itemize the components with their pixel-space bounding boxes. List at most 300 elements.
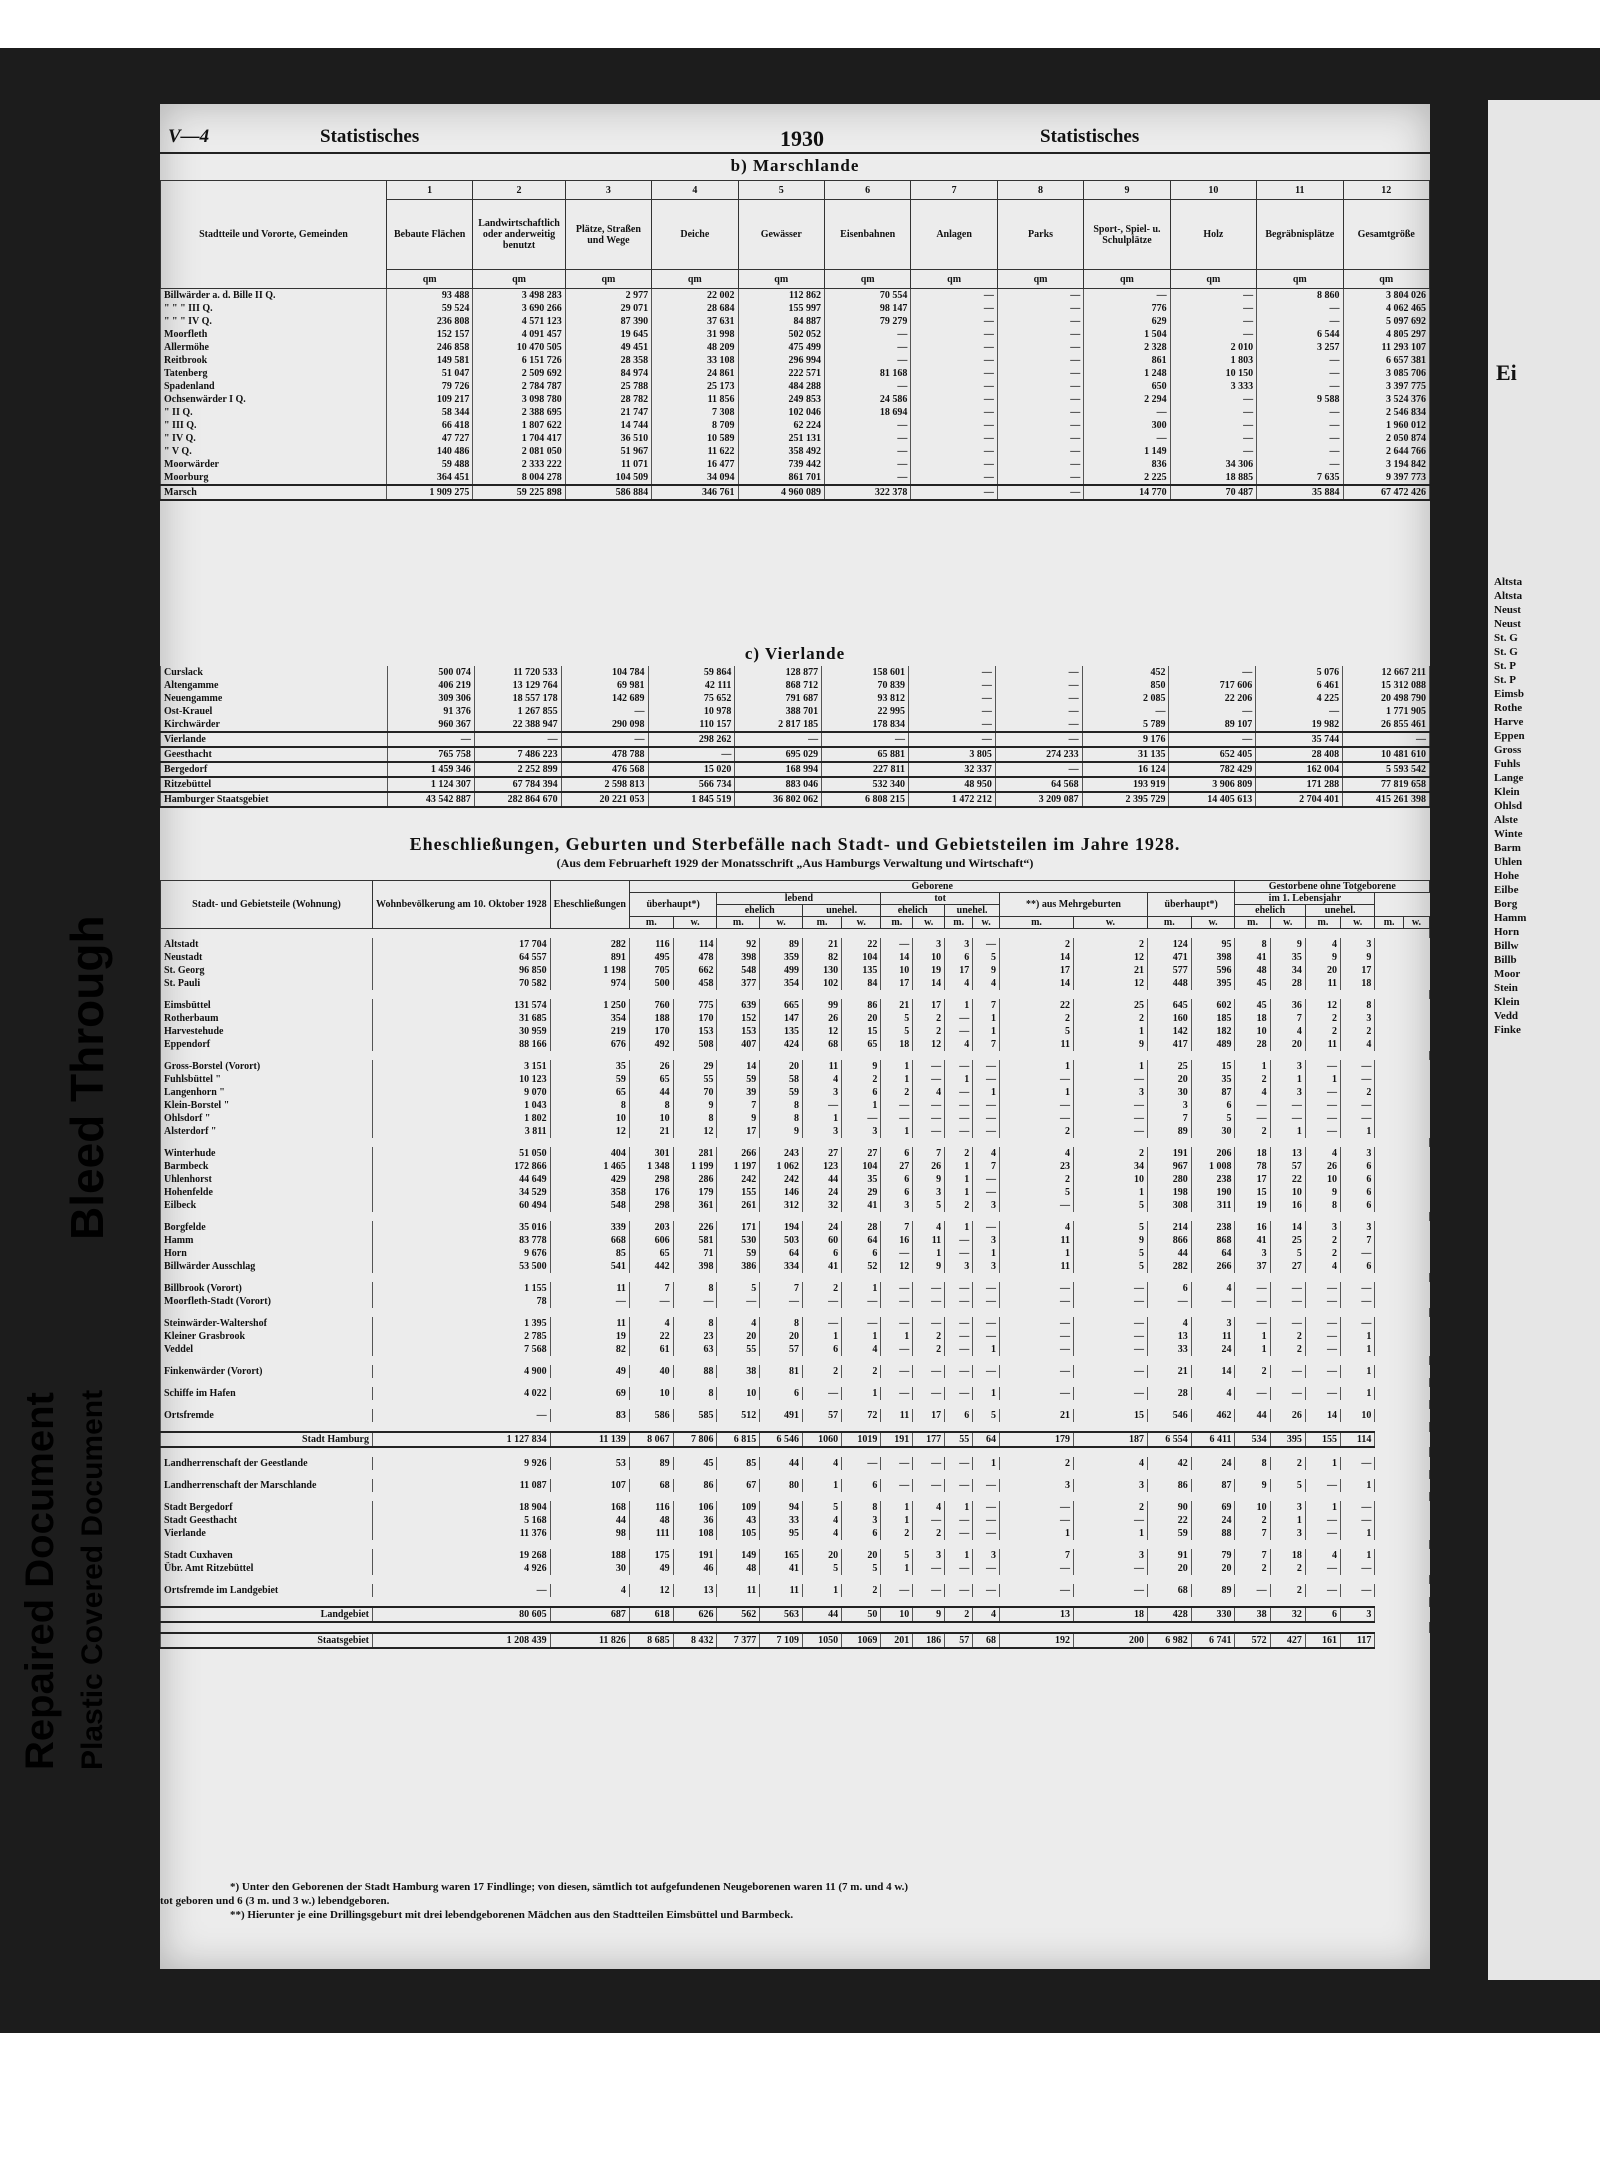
cell-value: 3 [1191, 1317, 1235, 1330]
cell-value: — [997, 393, 1083, 406]
cell-value: 22 [842, 938, 881, 951]
cell-value: 4 [1235, 1086, 1270, 1099]
cell-value: 2 [1000, 1173, 1074, 1186]
cell-value: 4 [1073, 1457, 1147, 1470]
cell-value: 8 [1305, 1199, 1340, 1212]
cell-value: — [945, 1330, 973, 1343]
cell-value: 9 176 [1082, 732, 1169, 747]
cell-value: 2 [842, 1365, 881, 1378]
cell-value: 29 [673, 1060, 717, 1073]
column-header: Eisenbahnen [824, 200, 910, 270]
cell-value: 1 [945, 1160, 973, 1173]
cell-value: 8 432 [673, 1633, 717, 1648]
cell-value: — [945, 1479, 973, 1492]
cell-value: 11 [913, 1234, 945, 1247]
cell-value: 130 [803, 964, 842, 977]
cell-value: 11 [1305, 1038, 1340, 1051]
cell-value: 546 [1147, 1409, 1191, 1422]
cell-value: 3 498 283 [473, 289, 565, 303]
cell-value: 280 [1147, 1173, 1191, 1186]
row-label: Kirchwärder [161, 718, 388, 732]
cell-value: — [973, 1295, 1000, 1308]
live-illegit-header: unehel. [803, 905, 881, 917]
cell-value: 3 906 809 [1169, 777, 1256, 792]
cell-value: 8 [760, 1317, 803, 1330]
cell-value: — [945, 1125, 973, 1138]
cell-value: — [1235, 1317, 1270, 1330]
cell-value: 242 [760, 1173, 803, 1186]
cell-value: 3 [1073, 1549, 1147, 1562]
cell-value: 1 197 [717, 1160, 760, 1173]
row-label: Tatenberg [161, 367, 387, 380]
cell-value: 8 [629, 1099, 673, 1112]
row-label: Geesthacht [161, 747, 388, 762]
cell-value: 192 [1000, 1633, 1074, 1648]
cell-value: — [1169, 666, 1256, 679]
cell-value: 87 390 [565, 315, 651, 328]
unit-label: qm [386, 270, 472, 289]
row-label: Landherrenschaft der Marschlande [161, 1479, 373, 1492]
cell-value: 4 [1000, 1221, 1074, 1234]
cell-value: 28 684 [652, 302, 738, 315]
row-label: Staatsgebiet [161, 1633, 373, 1648]
cell-value: — [913, 1514, 945, 1527]
cell-value: — [945, 1234, 973, 1247]
cell-value: 89 [629, 1457, 673, 1470]
cell-value: 512 [717, 1409, 760, 1422]
cell-value: 19 268 [373, 1549, 551, 1562]
cell-value: — [908, 705, 995, 718]
cell-value: — [1257, 445, 1343, 458]
cell-value: 484 288 [738, 380, 824, 393]
cell-value: 3 [1270, 1060, 1305, 1073]
cell-value: 10 [1341, 1409, 1375, 1422]
cell-value: 30 [550, 1562, 629, 1575]
dead-overall-header: überhaupt*) [1147, 893, 1235, 917]
cell-value: 25 [1147, 1060, 1191, 1073]
cell-value: 3 [1235, 1247, 1270, 1260]
cell-value: 171 [717, 1221, 760, 1234]
cell-value: 359 [760, 951, 803, 964]
cell-value: 155 [1305, 1432, 1340, 1447]
cell-value: 13 129 764 [474, 679, 561, 692]
cell-value: 78 [373, 1295, 551, 1308]
cell-value: 974 [550, 977, 629, 990]
cell-value: — [973, 1514, 1000, 1527]
cell-value: 4 [973, 1607, 1000, 1622]
first-year-header: im 1. Lebensjahr [1235, 893, 1375, 905]
cell-value: 3 805 [908, 747, 995, 762]
cell-value: 16 [881, 1234, 913, 1247]
cell-value: 7 635 [1257, 471, 1343, 485]
cell-value: 89 [760, 938, 803, 951]
cell-value: 59 [717, 1073, 760, 1086]
row-label: Alsterdorf " [161, 1125, 373, 1138]
cell-value: 33 [1147, 1343, 1191, 1356]
cell-value: 9 [1305, 951, 1340, 964]
cell-value: 9 397 773 [1343, 471, 1430, 485]
facing-page-line: Uhlen [1494, 856, 1523, 868]
cell-value: 6 [945, 951, 973, 964]
document-page [160, 104, 1430, 1969]
cell-value: 866 [1147, 1234, 1191, 1247]
plastic-label: Plastic Covered Document [76, 1389, 109, 1770]
row-label: Steinwärder-Waltershof [161, 1317, 373, 1330]
cell-value: 5 [881, 1549, 913, 1562]
dead-header: Gestorbene ohne Totgeborene [1235, 881, 1430, 893]
cell-value: 9 [1305, 1186, 1340, 1199]
cell-value: 452 [1082, 666, 1169, 679]
column-header: Plätze, Straßen und Wege [565, 200, 651, 270]
cell-value: — [1341, 1282, 1375, 1295]
cell-value: 6 411 [1191, 1432, 1235, 1447]
cell-value: 9 [717, 1112, 760, 1125]
cell-value: 18 [1341, 977, 1375, 990]
cell-value: 5 [717, 1282, 760, 1295]
cell-value: 219 [550, 1025, 629, 1038]
facing-page-line: Gross [1494, 744, 1522, 756]
footnotes [160, 1880, 908, 1922]
cell-value: 44 [1147, 1247, 1191, 1260]
cell-value: — [945, 1086, 973, 1099]
cell-value: 198 [1147, 1186, 1191, 1199]
cell-value: 4 [1305, 938, 1340, 951]
table-row [161, 1562, 1430, 1575]
cell-value: 4 960 089 [738, 485, 824, 500]
cell-value: 3 397 775 [1343, 380, 1430, 393]
cell-value: 7 [881, 1221, 913, 1234]
row-label: Eimsbüttel [161, 999, 373, 1012]
cell-value: 4 [1270, 1025, 1305, 1038]
unit-label: qm [1343, 270, 1430, 289]
cell-value: 86 [842, 999, 881, 1012]
cell-value: 274 233 [995, 747, 1082, 762]
total-row [161, 1633, 1430, 1648]
cell-value: 266 [1191, 1260, 1235, 1273]
cell-value: 6 [881, 1147, 913, 1160]
unit-label: qm [824, 270, 910, 289]
cell-value: 43 [717, 1514, 760, 1527]
cell-value: 581 [673, 1234, 717, 1247]
cell-value: 471 [1147, 951, 1191, 964]
cell-value: — [911, 458, 997, 471]
cell-value: 193 919 [1082, 777, 1169, 792]
cell-value: — [973, 1317, 1000, 1330]
cell-value: 22 206 [1169, 692, 1256, 705]
cell-value: 15 [842, 1025, 881, 1038]
cell-value: — [1235, 1282, 1270, 1295]
cell-value: 2 [1235, 1365, 1270, 1378]
cell-value: 31 135 [1082, 747, 1169, 762]
cell-value: — [1341, 1247, 1375, 1260]
cell-value: — [1000, 1562, 1074, 1575]
cell-value: 20 [1147, 1073, 1191, 1086]
cell-value: — [1000, 1317, 1074, 1330]
facing-page-line: Lange [1494, 772, 1524, 784]
spacer-cell [161, 1575, 1430, 1584]
cell-value: 266 [717, 1147, 760, 1160]
cell-value: 791 687 [735, 692, 822, 705]
header-year: 1930 [780, 126, 824, 151]
table-row [161, 1125, 1430, 1138]
cell-value: 82 [803, 951, 842, 964]
cell-value: 28 [1270, 977, 1305, 990]
cell-value: 7 [973, 999, 1000, 1012]
footnote-1-cont: tot geboren und 6 (3 m. und 3 w.) lebendgeboren. [160, 1895, 390, 1907]
cell-value: 20 [760, 1060, 803, 1073]
cell-value: 91 376 [388, 705, 475, 718]
cell-value: 3 [1305, 1221, 1340, 1234]
cell-value: — [1305, 1060, 1340, 1073]
cell-value: — [760, 1295, 803, 1308]
cell-value: — [1257, 367, 1343, 380]
cell-value: 2 546 834 [1343, 406, 1430, 419]
cell-value: — [913, 1317, 945, 1330]
cell-value: 25 173 [652, 380, 738, 393]
cell-value: — [911, 315, 997, 328]
cell-value: 3 [913, 938, 945, 951]
table-row [161, 1409, 1430, 1422]
row-label: Moorfleth [161, 328, 387, 341]
cell-value: — [550, 1295, 629, 1308]
cell-value: — [997, 328, 1083, 341]
row-label: Stadt Cuxhaven [161, 1549, 373, 1562]
cell-value: 50 [842, 1607, 881, 1622]
footnote-1: *) Unter den Geborenen der Stadt Hamburg waren 17 Findlinge; von diesen, sämtlich tot aufgefundenen Neugeborenen waren 11 (7 m. und 4 w.) [230, 1881, 909, 1893]
cell-value: 3 [1341, 1012, 1375, 1025]
spacer-cell [161, 1422, 1430, 1432]
pop-header: Wohnbevölkerung am 10. Oktober 1928 [373, 881, 551, 929]
cell-value: 1 803 [1170, 354, 1256, 367]
table-row [161, 1073, 1430, 1086]
vierlande-title: c) Vierlande [744, 644, 846, 663]
cell-value: 8 685 [629, 1633, 673, 1648]
column-number: 7 [911, 181, 997, 200]
cell-value: 149 581 [386, 354, 472, 367]
facing-page-line: Fuhls [1494, 758, 1521, 770]
footnote-2: **) Hierunter je eine Drillingsgeburt mit drei lebendgeborenen Mädchen aus den Stadtteilen Eimsbüttel und Barmbeck. [230, 1909, 794, 1921]
cell-value: 395 [1270, 1432, 1305, 1447]
cell-value: 19 [550, 1330, 629, 1343]
cell-value: 37 [1235, 1260, 1270, 1273]
cell-value: 93 812 [822, 692, 909, 705]
cell-value: 424 [760, 1038, 803, 1051]
cell-value: — [1305, 1527, 1340, 1540]
unit-label: qm [911, 270, 997, 289]
total-row [161, 485, 1430, 500]
column-header: Bebaute Flächen [386, 200, 472, 270]
cell-value: — [911, 445, 997, 458]
cell-value: 83 778 [373, 1234, 551, 1247]
cell-value: — [995, 732, 1082, 747]
cell-value: 67 [717, 1479, 760, 1492]
cell-value: 23 [1000, 1160, 1074, 1173]
cell-value: — [881, 938, 913, 951]
cell-value: 3 [973, 1549, 1000, 1562]
column-number: 9 [1084, 181, 1170, 200]
cell-value: 11 [1305, 977, 1340, 990]
cell-value: 11 856 [652, 393, 738, 406]
cell-value: — [1341, 1099, 1375, 1112]
cell-value: 282 [1147, 1260, 1191, 1273]
cell-value: 6 151 726 [473, 354, 565, 367]
cell-value: 18 694 [824, 406, 910, 419]
cell-value: 1 [945, 1549, 973, 1562]
cell-value: — [945, 1457, 973, 1470]
cell-value: 188 [550, 1549, 629, 1562]
cell-value: 361 [673, 1199, 717, 1212]
cell-value: — [673, 1295, 717, 1308]
cell-value: 1 [1235, 1330, 1270, 1343]
facing-page-line: Hamm [1494, 912, 1527, 924]
cell-value: — [973, 1330, 1000, 1343]
row-label: Landgebiet [161, 1607, 373, 1622]
cell-value: 428 [1147, 1607, 1191, 1622]
cell-value: 645 [1147, 999, 1191, 1012]
vital-title: Eheschließungen, Geburten und Sterbefälle nach Stadt- und Gebietsteilen im Jahre 1928. [409, 834, 1181, 854]
table-row [161, 679, 1430, 692]
cell-value: 1 248 [1084, 367, 1170, 380]
cell-value: 2 [1235, 1562, 1270, 1575]
cell-value: 18 [1235, 1012, 1270, 1025]
cell-value: 25 [1270, 1234, 1305, 1247]
cell-value: 20 [1270, 1038, 1305, 1051]
cell-value: 152 [717, 1012, 760, 1025]
cell-value: 226 [673, 1221, 717, 1234]
cell-value: 3 524 376 [1343, 393, 1430, 406]
cell-value: 9 676 [373, 1247, 551, 1260]
cell-value: 168 [550, 1501, 629, 1514]
cell-value: 13 [673, 1584, 717, 1597]
row-label: Neustadt [161, 951, 373, 964]
facing-page-line: Vedd [1494, 1010, 1519, 1022]
cell-value: — [1305, 1112, 1340, 1125]
cell-value: 51 050 [373, 1147, 551, 1160]
cell-value: — [1341, 1295, 1375, 1308]
cell-value: 71 [673, 1247, 717, 1260]
cell-value: — [1341, 1562, 1375, 1575]
cell-value: 147 [760, 1012, 803, 1025]
cell-value: 7 308 [652, 406, 738, 419]
cell-value: 187 [1073, 1432, 1147, 1447]
cell-value: 89 [1147, 1125, 1191, 1138]
unit-label: qm [652, 270, 738, 289]
table-row [161, 1221, 1430, 1234]
cell-value: 11 [803, 1060, 842, 1073]
cell-value: 5 [1073, 1199, 1147, 1212]
cell-value: — [913, 1365, 945, 1378]
cell-value: 83 [550, 1409, 629, 1422]
unit-label: qm [997, 270, 1083, 289]
cell-value: — [1305, 1086, 1340, 1099]
cell-value: 1 [1341, 1330, 1375, 1343]
cell-value: 88 [1191, 1527, 1235, 1540]
cell-value: — [1169, 705, 1256, 718]
cell-value: 1 [945, 999, 973, 1012]
cell-value: 28 408 [1256, 747, 1343, 762]
cell-value: 10 123 [373, 1073, 551, 1086]
cell-value: — [997, 432, 1083, 445]
cell-value: 7 568 [373, 1343, 551, 1356]
cell-value: 1 459 346 [388, 762, 475, 777]
table-row [161, 1549, 1430, 1562]
cell-value: 398 [1191, 951, 1235, 964]
cell-value: 60 494 [373, 1199, 551, 1212]
cell-value: 68 [629, 1479, 673, 1492]
cell-value: 64 [973, 1432, 1000, 1447]
cell-value: 1 802 [373, 1112, 551, 1125]
cell-value: 1 [1073, 1025, 1147, 1038]
cell-value: 14 744 [565, 419, 651, 432]
repaired-label: Repaired Document [18, 1392, 62, 1770]
cell-value: 96 850 [373, 964, 551, 977]
cell-value: 7 806 [673, 1432, 717, 1447]
cell-value: — [1235, 1387, 1270, 1400]
row-label: Stadt Hamburg [161, 1432, 373, 1447]
cell-value: — [997, 354, 1083, 367]
facing-page-line: Neust [1494, 604, 1521, 616]
cell-value: 5 [1270, 1479, 1305, 1492]
cell-value: 1 [1341, 1387, 1375, 1400]
cell-value: 3 098 780 [473, 393, 565, 406]
cell-value: 7 [973, 1038, 1000, 1051]
cell-value: 68 [973, 1633, 1000, 1648]
cell-value: 59 524 [386, 302, 472, 315]
table-row [161, 732, 1430, 747]
cell-value: 850 [1082, 679, 1169, 692]
cell-value: 170 [673, 1012, 717, 1025]
cell-value: 462 [1191, 1409, 1235, 1422]
table-row [161, 1060, 1430, 1073]
cell-value: 1 465 [550, 1160, 629, 1173]
cell-value: 69 981 [561, 679, 648, 692]
cell-value: 4 [1305, 1549, 1340, 1562]
cell-value: 17 [945, 964, 973, 977]
cell-value: 3 [1000, 1479, 1074, 1492]
cell-value: 7 [1270, 1012, 1305, 1025]
cell-value: 48 950 [908, 777, 995, 792]
cell-value: 8 [760, 1099, 803, 1112]
cell-value: 354 [550, 1012, 629, 1025]
cell-value: — [1073, 1125, 1147, 1138]
cell-value: 6 [842, 1479, 881, 1492]
cell-value: 7 377 [717, 1633, 760, 1648]
cell-value: 177 [913, 1432, 945, 1447]
cell-value: 11 [881, 1409, 913, 1422]
cell-value: 238 [1191, 1221, 1235, 1234]
cell-value: 491 [760, 1409, 803, 1422]
table-row [161, 419, 1430, 432]
cell-value: 24 861 [652, 367, 738, 380]
column-number: 2 [473, 181, 565, 200]
cell-value: 563 [760, 1607, 803, 1622]
cell-value: 11 [760, 1584, 803, 1597]
cell-value: 10 [717, 1387, 760, 1400]
cell-value: 2 [945, 1147, 973, 1160]
cell-value: 626 [673, 1607, 717, 1622]
group-spacer [161, 1575, 1430, 1584]
spacer-cell [161, 1400, 1430, 1409]
cell-value: — [824, 471, 910, 485]
cell-value: — [1000, 1199, 1074, 1212]
cell-value: 2 784 787 [473, 380, 565, 393]
cell-value: — [913, 1584, 945, 1597]
cell-value: 109 [717, 1501, 760, 1514]
cell-value: — [1170, 289, 1256, 303]
cell-value: 765 758 [388, 747, 475, 762]
cell-value: — [997, 367, 1083, 380]
male-header: m. [1305, 917, 1340, 929]
